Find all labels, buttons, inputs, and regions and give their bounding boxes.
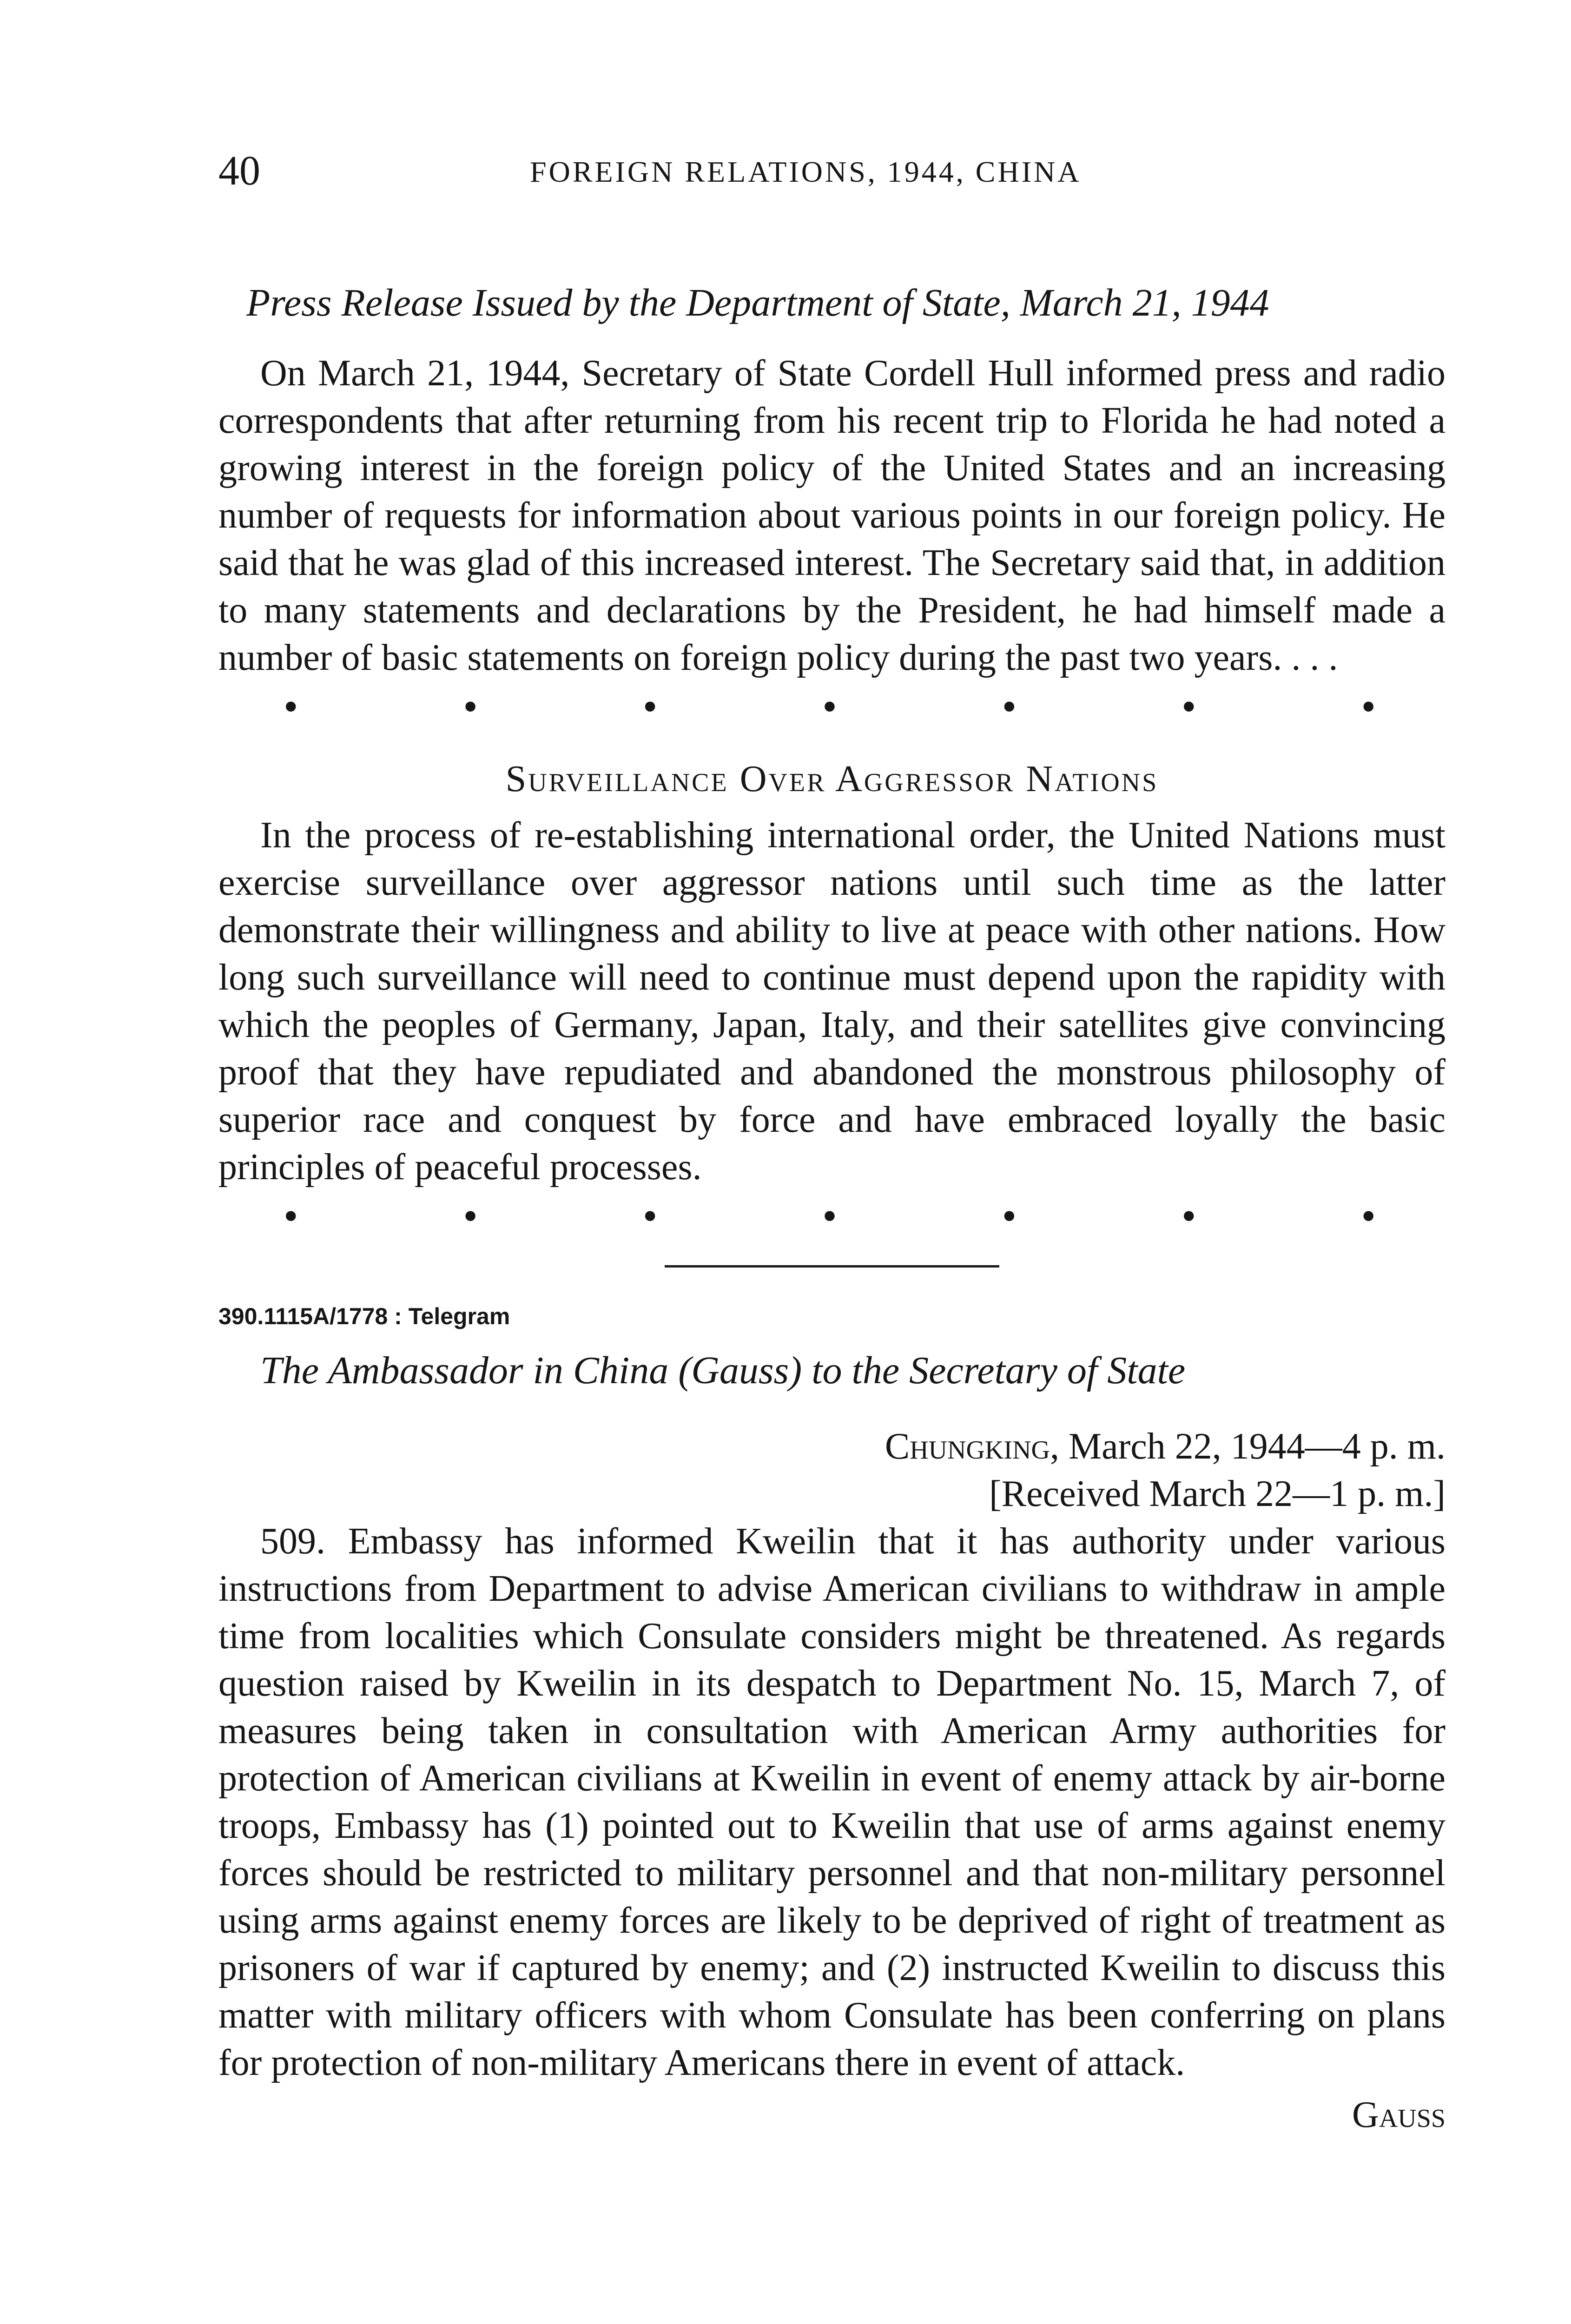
ellipsis-dot: • — [822, 1193, 837, 1239]
page-number: 40 — [218, 148, 260, 194]
page-content — [218, 279, 1446, 2139]
ellipsis-row — [218, 1195, 1446, 1247]
ellipsis-dot: • — [1361, 684, 1376, 730]
press-release-title: Press Release Issued by the Department of State, March 21, 1944 — [246, 281, 1269, 324]
ellipsis-dot: • — [284, 684, 298, 730]
signature: Gauss — [1352, 2094, 1446, 2135]
telegram-paragraph: 509. Embassy has informed Kweilin that it has authority under various instructions from Department to advise American civilians to withdraw in ample time from localities which Consulate considers might be threatened. As regards question raised by Kweilin in its despatch to Department No. 15, March 7, of measures being taken in consultation with American Army authorities for protection of American civilians at Kweilin in event of enemy attack by air-borne troops, Embassy has (1) pointed out to Kweilin that use of arms against enemy forces should be restricted to military personnel and that non-military personnel using arms against enemy forces are likely to be deprived of right of treatment as prisoners of war if captured by enemy; and (2) instructed Kweilin to discuss this matter with military officers with whom Consulate has been conferring on plans for protection of non-military Americans there in event of attack. — [218, 1521, 1446, 2083]
ellipsis-dot: • — [1182, 1193, 1196, 1239]
section-heading: Surveillance Over Aggressor Nations — [505, 759, 1159, 799]
section-divider — [665, 1265, 999, 1268]
dateline-place: Chungking — [885, 1426, 1050, 1467]
ellipsis-dot: • — [642, 1193, 658, 1239]
ellipsis-dot: • — [1002, 1193, 1017, 1239]
press-release-paragraph: On March 21, 1944, Secretary of State Cordell Hull informed press and radio correspondents that after returning from his recent trip to Florida he had noted a growing interest in the foreign policy of the United States and an increasing number of requests for information about various points in our foreign policy. He said that he was glad of this increased interest. The Secretary said that, in addition to many statements and declarations by the President, he had himself made a number of basic statements on foreign policy during the past two years. . . . — [218, 353, 1446, 678]
received-line: [Received March 22—1 p. m.] — [989, 1473, 1446, 1514]
surveillance-paragraph: In the process of re-establishing international order, the United Nations must exercise surveillance over aggressor nations until such time as the latter demonstrate their willingness and ability to live at peace with other nations. How long such surveillance will need to continue must depend upon the rapidity with which the peoples of Germany, Japan, Italy, and their satellites give convincing proof that they have repudiated and abandoned the monstrous philosophy of superior race and conquest by force and have embraced loyally the basic principles of peaceful processes. — [218, 815, 1446, 1188]
ellipsis-dot: • — [642, 684, 658, 730]
telegram-title: The Ambassador in China (Gauss) to the Secretary of State — [260, 1349, 1186, 1392]
ellipsis-dot: • — [284, 1193, 298, 1239]
ellipsis-dot: • — [1182, 684, 1196, 730]
ellipsis-dot: • — [1002, 684, 1017, 730]
dateline-date: , March 22, 1944—4 p. m. — [1050, 1426, 1446, 1467]
dateline — [218, 1423, 1446, 1470]
ellipsis-dot: • — [463, 1193, 478, 1239]
page-header — [218, 148, 1446, 204]
ellipsis-dot: • — [463, 684, 478, 730]
ellipsis-dot: • — [822, 684, 837, 730]
ellipsis-row — [218, 686, 1446, 737]
ellipsis-dot: • — [1361, 1193, 1376, 1239]
running-head: FOREIGN RELATIONS, 1944, CHINA — [530, 155, 1082, 188]
file-reference: 390.1115A/1778 : Telegram — [218, 1303, 510, 1329]
